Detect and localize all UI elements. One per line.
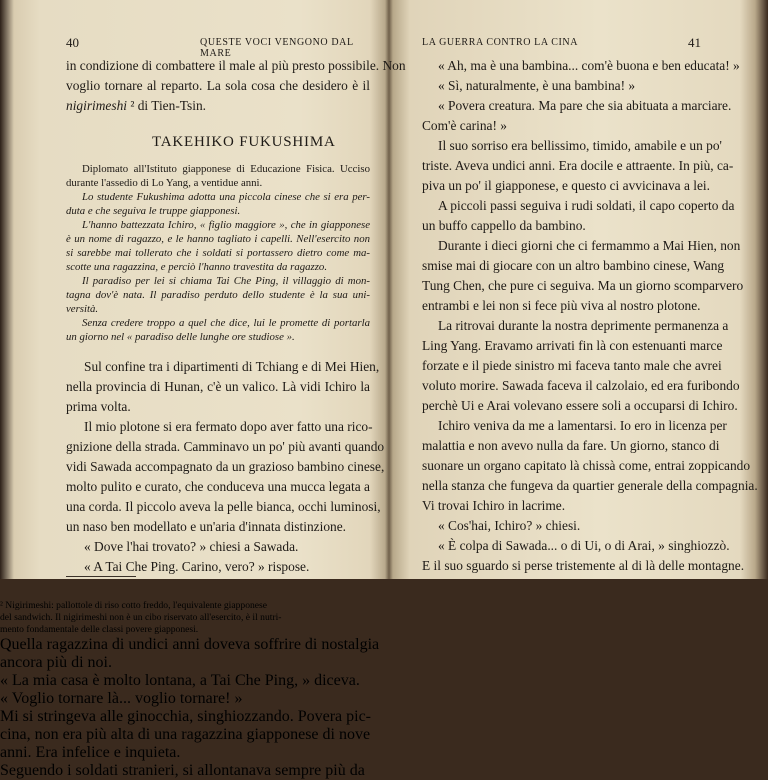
text-line: Vi trovai Ichiro in lacrime. [422, 498, 566, 513]
bio-line: durante l'assedio di Lo Yang, a ventidue anni. [66, 177, 263, 189]
bio-line: duta e che seguiva le truppe giapponesi. [66, 205, 241, 217]
text-line: molto pulito e curato, che conduceva una mucca legata a [66, 479, 370, 494]
bio-line: Senza credere troppo a quel che dice, lui le promette di portarla [82, 317, 370, 329]
text-line: entrambi e lei non si fece più viva al nostro plotone. [422, 298, 701, 313]
text-line: « Ah, ma è una bambina... com'è buona e ben educata! » [438, 58, 740, 73]
text-line: Ling Yang. Eravamo arrivati fin là con estenuanti marce [422, 338, 723, 353]
text-line: smise mai di giocare con un altro bambino cinese, Wang [422, 258, 725, 273]
page-number: 41 [688, 35, 701, 50]
overflow-text [0, 600, 768, 780]
text-line [66, 96, 206, 116]
running-head: LA GUERRA CONTRO LA CINA [422, 37, 579, 48]
text-line: « Povera creatura. Ma pare che sia abituata a marciare. [438, 98, 732, 113]
bio-line: tagna dov'è nata. Il paradiso perduto dello studente è la sua uni- [66, 289, 370, 301]
text-line: nella provincia di Hunan, c'è un valico. Là vidi Ichiro la [66, 379, 370, 394]
footnote-line: mento fondamentale delle classi povere giapponesi. [0, 624, 199, 635]
text-line: Com'è carina! » [422, 118, 507, 133]
bio-line: scotte una ragazzina, e perciò l'hanno travestita da ragazzo. [66, 261, 328, 273]
text-line: ancora più di noi. [0, 654, 112, 671]
text-line: voglio tornare al reparto. La sola cosa che desidero è il [66, 78, 370, 93]
text-line: « Dove l'hai trovato? » chiesi a Sawada. [84, 539, 299, 554]
text-line: gnizione della strada. Camminavo un po' più avanti quando [66, 439, 385, 454]
text-line: anni. Era infelice e inquieta. [0, 744, 181, 761]
bio-line: Diplomato all'Istituto giapponese di Educazione Fisica. Ucciso [82, 163, 370, 175]
text-line: « Cos'hai, Ichiro? » chiesi. [438, 518, 581, 533]
text-line: « La mia casa è molto lontana, a Tai Che Ping, » diceva. [0, 672, 360, 689]
text-line: La ritrovai durante la nostra deprimente permanenza a [438, 318, 729, 333]
running-head: QUESTE VOCI VENGONO DAL MARE [200, 37, 354, 59]
text-line: forzate e il piede sinistro mi faceva tanto male che avrei [422, 358, 722, 373]
text-line: perchè Ui e Arai volevano essere soli a occuparsi di Ichiro. [422, 398, 738, 413]
footnote-line: ² Nigirimeshi: pallottole di riso cotto freddo, l'equivalente giapponese [0, 600, 268, 611]
left-page [0, 0, 406, 579]
footnote-term: nigirimeshi [66, 98, 128, 113]
text-line: prima volta. [66, 399, 131, 414]
bio-line: L'hanno battezzata Ichiro, « figlio maggiore », che in giapponese [82, 219, 370, 231]
text-line: « A Tai Che Ping. Carino, vero? » rispose. [84, 559, 310, 574]
text-line: Quella ragazzina di undici anni doveva soffrire di nostalgia [0, 636, 380, 653]
bio-line: un giorno nel « paradiso delle lunghe ore studiose ». [66, 331, 295, 343]
text-line: piva un po' il giapponese, e questo ci avvicinava a lei. [422, 178, 710, 193]
footnote-line: del sandwich. Il nigirimeshi non è un cibo riservato all'esercito, è il nutri- [0, 612, 282, 623]
footnote-marker: ² di Tien-Tsin. [127, 98, 206, 113]
page-number: 40 [66, 35, 79, 50]
right-page [392, 0, 768, 579]
section-heading: TAKEHIKO FUKUSHIMA [152, 134, 336, 150]
text-line: Sul confine tra i dipartimenti di Tchiang e di Mei Hien, [84, 359, 380, 374]
text-line: in condizione di combattere il male al più presto possibile. Non [66, 58, 406, 73]
bio-line: Il paradiso per lei si chiama Tai Che Ping, il villaggio di mon- [82, 275, 370, 287]
text-line: Mi si stringeva alle ginocchia, singhiozzando. Povera pic- [0, 708, 372, 725]
text-line: A piccoli passi seguiva i rudi soldati, il capo coperto da [438, 198, 735, 213]
text-line: Durante i dieci giorni che ci fermammo a Mai Hien, non [438, 238, 741, 253]
text-line: « Sì, naturalmente, è una bambina! » [438, 78, 636, 93]
text-line: suonare un organo capitato là chissà come, entrai zoppicando [422, 458, 751, 473]
text-line: triste. Aveva undici anni. Era docile e attraente. In più, ca- [422, 158, 734, 173]
text-line: vidi Sawada accompagnato da un grazioso bambino cinese, [66, 459, 385, 474]
footnote-rule [66, 576, 136, 577]
text-line: nella stanza che fungeva da quartier generale della compagnia. [422, 478, 758, 493]
bio-line: versità. [66, 303, 99, 315]
text-line: un naso ben modellato e un'aria d'innata distinzione. [66, 519, 347, 534]
text-line: Ichiro veniva da me a lamentarsi. Io ero in licenza per [438, 418, 727, 433]
text-line: « È colpa di Sawada... o di Ui, o di Arai, » singhiozzò. [438, 538, 730, 553]
text-line: Il mio plotone si era fermato dopo aver fatto una rico- [84, 419, 373, 434]
bio-line: si sarebbe mai tollerato che i soldati si portassero dietro come ma- [66, 247, 370, 259]
bio-line: Lo studente Fukushima adotta una piccola cinese che si era per- [82, 191, 370, 203]
text-line: Il suo sorriso era bellissimo, timido, amabile e un po' [438, 138, 722, 153]
text-line: Tung Chen, che pure ci seguiva. Ma un giorno scomparvero [422, 278, 744, 293]
text-line: Seguendo i soldati stranieri, si allontanava sempre più da [0, 762, 365, 779]
text-line: voluto morire. Sawada faceva il calzolaio, ed era furibondo [422, 378, 740, 393]
text-line: « Voglio tornare là... voglio tornare! » [0, 690, 243, 707]
text-line: malattia e non avevo nulla da fare. Un giorno, stanco di [422, 438, 720, 453]
text-line: un buffo cappello da bambino. [422, 218, 586, 233]
text-line: cina, non era più alta di una ragazzina giapponese di nove [0, 726, 371, 743]
text-line: una corda. Il piccolo aveva la pelle bianca, occhi luminosi, [66, 499, 381, 514]
bio-line: è un nome di ragazzo, e le hanno tagliato i capelli. Nell'esercito non [66, 233, 370, 245]
text-line: E il suo sguardo si perse tristemente al di là delle montagne. [422, 558, 745, 573]
